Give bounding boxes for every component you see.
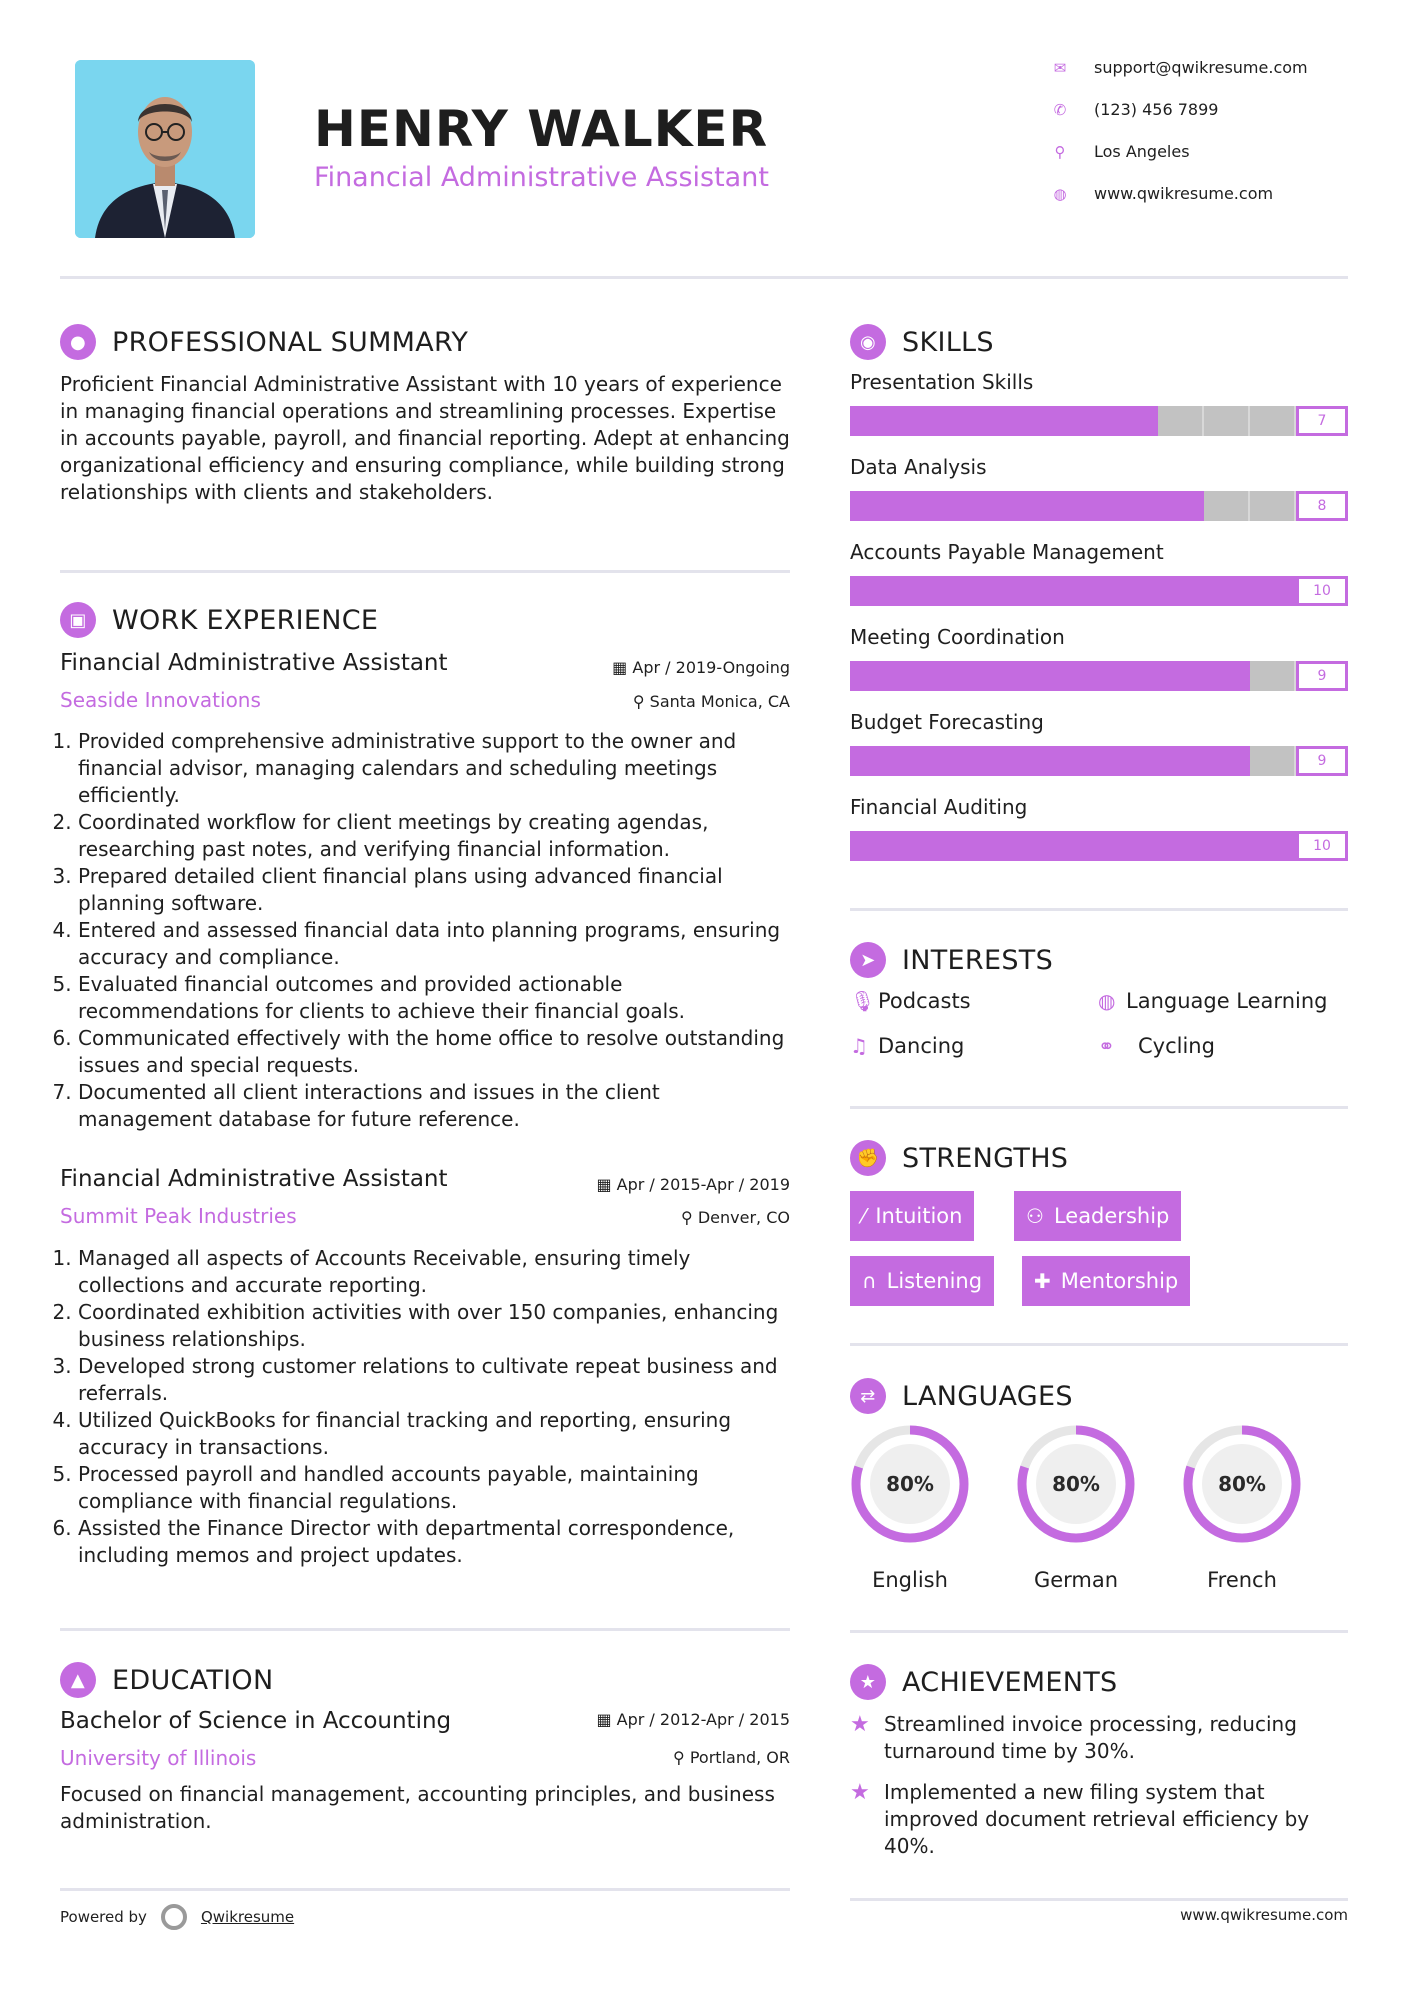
experience-heading: ▣ WORK EXPERIENCE: [60, 602, 378, 638]
language-name: German: [1033, 1568, 1119, 1592]
achievement-item: ★ Streamlined invoice processing, reducing turnaround time by 30%.: [850, 1712, 1297, 1763]
skill-level-badge: 10: [1296, 576, 1348, 606]
skill-level-badge: 9: [1296, 661, 1348, 691]
skill-bar-segment: [1207, 831, 1252, 861]
responsibility-item: 3. Developed strong customer relations to cultivate repeat business and referrals.: [78, 1353, 790, 1407]
skill-bar: [850, 491, 1348, 521]
briefcase-icon: ▣: [60, 602, 96, 638]
summary-text: Proficient Financial Administrative Assistant with 10 years of experience in managing financial operations and streamlining processes. Expertise in accounts payable, payroll, and financial reporting. Adept at enhancing organizational efficiency and ensuring compliance, while building strong relationships with clients and stakeholders.: [60, 372, 790, 504]
pin-icon: ⚲: [673, 1748, 685, 1767]
translate-icon: ⇄: [850, 1378, 886, 1414]
skill-bar-segment: [983, 491, 1027, 521]
user-plus-icon: ✚: [1034, 1269, 1051, 1293]
summary-heading: ● PROFESSIONAL SUMMARY: [60, 324, 468, 360]
interest-item: ♫ Dancing: [850, 1034, 965, 1058]
candidate-name: HENRY WALKER: [314, 100, 769, 158]
footer-website[interactable]: www.qwikresume.com: [1180, 1906, 1348, 1924]
achievement-item: ★ Implemented a new filing system that improved document retrieval efficiency by 40%.: [850, 1780, 1310, 1858]
strength-tag: ∩ Listening: [850, 1256, 994, 1306]
calendar-icon: ▦: [596, 1710, 612, 1729]
skill-bar-segment: [1073, 576, 1118, 606]
contact-phone[interactable]: ✆ (123) 456 7899: [1050, 100, 1218, 119]
skill-bar-segment: [894, 491, 938, 521]
skills-heading: ◉ SKILLS: [850, 324, 994, 360]
location-pin-icon: ⚲: [1054, 142, 1066, 161]
phone-icon: ✆: [1053, 100, 1067, 119]
contact-website[interactable]: ◍ www.qwikresume.com: [1050, 184, 1273, 203]
strength-tag: ✚ Mentorship: [1022, 1256, 1190, 1306]
skill-bar-segment: [1207, 576, 1252, 606]
calendar-icon: ▦: [612, 658, 628, 677]
footer-divider-right: [850, 1898, 1348, 1901]
responsibility-item: 2. Coordinated workflow for client meetings by creating agendas, researching past notes, and verifying financial information.: [78, 809, 790, 863]
skill-bar-segment: [850, 831, 895, 861]
job-responsibilities: [60, 1245, 790, 1569]
skill-level-badge: 8: [1296, 491, 1348, 521]
skill-bar-segment: [1118, 831, 1163, 861]
skill-bar-segment: [1072, 746, 1116, 776]
interests-divider: [850, 1106, 1348, 1109]
skill-bar-segment: [1159, 491, 1203, 521]
music-note-icon: ♫: [850, 1034, 868, 1058]
skill-name: Budget Forecasting: [850, 710, 1044, 734]
language-item: [1016, 1424, 1136, 1592]
skill-bar-segment: [850, 661, 894, 691]
skill-bar-segment: [1204, 406, 1250, 436]
skill-bar-segment: [1161, 746, 1205, 776]
skill-bar-segment: [1251, 576, 1296, 606]
profile-photo: [75, 60, 255, 238]
skill-bar-segment: [894, 406, 938, 436]
skill-bar-segment: [1158, 406, 1204, 436]
skill-bar-segment: [1118, 576, 1163, 606]
qwikresume-logo-icon: [161, 1904, 187, 1930]
pin-icon: ⚲: [681, 1208, 693, 1227]
envelope-icon: ✉: [1053, 58, 1067, 77]
skill-name: Data Analysis: [850, 455, 987, 479]
job-title: Financial Administrative Assistant: [60, 650, 448, 676]
contact-location: ⚲ Los Angeles: [1050, 142, 1190, 161]
skill-bar-segment: [1071, 491, 1115, 521]
skill-name: Financial Auditing: [850, 795, 1028, 819]
language-item: [1182, 1424, 1302, 1592]
skill-bar-segment: [1114, 406, 1158, 436]
responsibility-item: 6. Assisted the Finance Director with departmental correspondence, including memos and project updates.: [78, 1515, 790, 1569]
skill-bar-segment: [1251, 831, 1296, 861]
skill-bar-segment: [1028, 831, 1073, 861]
skill-name: Presentation Skills: [850, 370, 1034, 394]
job-responsibilities: [60, 728, 790, 1133]
language-percent: 80%: [1052, 1472, 1100, 1496]
language-name: English: [872, 1568, 948, 1592]
skill-bar-segment: [894, 661, 938, 691]
powered-by: Powered by Qwikresume: [60, 1904, 294, 1930]
skill-bar-segment: [1250, 406, 1296, 436]
bicycle-icon: ⚭: [1098, 1034, 1115, 1058]
skill-bar-segment: [850, 746, 894, 776]
skill-bar-segment: [1028, 661, 1072, 691]
skill-bar-segment: [1116, 661, 1160, 691]
skill-bar-segment: [1250, 746, 1296, 776]
magic-wand-icon: ⁄: [862, 1204, 866, 1228]
skill-bar-segment: [850, 576, 895, 606]
skill-bar-segment: [1205, 661, 1249, 691]
education-description: Focused on financial management, accounting principles, and business administration.: [60, 1782, 775, 1833]
users-icon: ⚇: [1026, 1204, 1044, 1228]
skill-bar-segment: [939, 661, 983, 691]
languages-divider: [850, 1630, 1348, 1633]
skill-bar-segment: [1072, 661, 1116, 691]
globe-icon: ◍: [1053, 184, 1067, 203]
interest-item: ⚭ Cycling: [1098, 1034, 1215, 1058]
skill-bar-segment: [984, 831, 1029, 861]
skill-level-badge: 9: [1296, 746, 1348, 776]
interest-item: 🎙 Podcasts: [850, 989, 971, 1013]
skill-bar-segment: [1162, 831, 1207, 861]
skill-level-badge: 10: [1296, 831, 1348, 861]
strengths-heading: ✊ STRENGTHS: [850, 1140, 1068, 1176]
language-ring: [1016, 1424, 1136, 1544]
skill-bar-segment: [983, 661, 1027, 691]
education-school: University of Illinois: [60, 1746, 257, 1770]
skill-item: [850, 370, 1348, 455]
skill-bar-segment: [1028, 576, 1073, 606]
responsibility-item: 5. Evaluated financial outcomes and provided actionable recommendations for clients to achieve their financial goals.: [78, 971, 790, 1025]
responsibility-item: 5. Processed payroll and handled accounts payable, maintaining compliance with financial regulations.: [78, 1461, 790, 1515]
responsibility-item: 1. Provided comprehensive administrative support to the owner and financial advisor, managing calendars and scheduling meetings efficiently.: [78, 728, 790, 809]
star-badge-icon: ★: [850, 1664, 886, 1700]
user-icon: ●: [60, 324, 96, 360]
strength-tag: ⁄ Intuition: [850, 1191, 974, 1241]
skill-bar-segment: [1028, 746, 1072, 776]
achievements-heading: ★ ACHIEVEMENTS: [850, 1664, 1118, 1700]
calendar-icon: ▦: [596, 1175, 612, 1194]
job-title: Financial Administrative Assistant: [60, 1166, 448, 1192]
globe-icon: ◍: [1098, 989, 1116, 1013]
responsibility-item: 1. Managed all aspects of Accounts Receivable, ensuring timely collections and accurate reporting.: [78, 1245, 790, 1299]
skill-bar-segment: [1115, 491, 1159, 521]
skill-level-badge: 7: [1296, 406, 1348, 436]
skill-bar-segment: [1250, 661, 1296, 691]
skill-bar-segment: [939, 746, 983, 776]
language-ring: [1182, 1424, 1302, 1544]
skill-bar-segment: [1026, 406, 1070, 436]
language-ring: [850, 1424, 970, 1544]
strengths-divider: [850, 1343, 1348, 1346]
microphone-icon: 🎙: [850, 989, 876, 1013]
responsibility-item: 2. Coordinated exhibition activities with over 150 companies, enhancing business relationships.: [78, 1299, 790, 1353]
skill-item: [850, 795, 1348, 880]
skill-bar: [850, 576, 1348, 606]
skill-item: [850, 625, 1348, 710]
candidate-title: Financial Administrative Assistant: [314, 162, 769, 193]
skill-bar-segment: [1161, 661, 1205, 691]
responsibility-item: 4. Utilized QuickBooks for financial tracking and reporting, ensuring accuracy in transactions.: [78, 1407, 790, 1461]
skill-bar-segment: [938, 491, 982, 521]
responsibility-item: 3. Prepared detailed client financial plans using advanced financial planning software.: [78, 863, 790, 917]
skill-item: [850, 710, 1348, 795]
responsibility-item: 6. Communicated effectively with the home office to resolve outstanding issues and special requests.: [78, 1025, 790, 1079]
skill-bar-segment: [938, 406, 982, 436]
skill-bar-segment: [895, 831, 940, 861]
skill-name: Meeting Coordination: [850, 625, 1065, 649]
skill-bar-segment: [983, 746, 1027, 776]
education-location: ⚲ Portland, OR: [673, 1748, 790, 1767]
skill-bar-segment: [895, 576, 940, 606]
skill-bar: [850, 661, 1348, 691]
language-percent: 80%: [886, 1472, 934, 1496]
paper-plane-icon: ➤: [850, 942, 886, 978]
skill-item: [850, 455, 1348, 540]
summary-divider: [60, 570, 790, 573]
skill-bar: [850, 406, 1348, 436]
language-item: [850, 1424, 970, 1592]
languages-heading: ⇄ LANGUAGES: [850, 1378, 1073, 1414]
skill-bar-segment: [1250, 491, 1296, 521]
skill-bar-segment: [984, 576, 1029, 606]
star-icon: ★: [850, 1780, 870, 1805]
skill-bar: [850, 746, 1348, 776]
job-location: ⚲ Denver, CO: [681, 1208, 790, 1227]
skill-name: Accounts Payable Management: [850, 540, 1164, 564]
job-date: ▦ Apr / 2019-Ongoing: [612, 658, 790, 677]
job-company: Seaside Innovations: [60, 688, 261, 712]
contact-email[interactable]: ✉ support@qwikresume.com: [1050, 58, 1308, 77]
skill-bar-segment: [1162, 576, 1207, 606]
graduation-icon: ▲: [60, 1662, 96, 1698]
headphones-icon: ∩: [862, 1269, 877, 1293]
responsibility-item: 4. Entered and assessed financial data into planning programs, ensuring accuracy and compliance.: [78, 917, 790, 971]
skill-bar-segment: [1027, 491, 1071, 521]
job-location: ⚲ Santa Monica, CA: [632, 692, 790, 711]
education-degree: Bachelor of Science in Accounting: [60, 1708, 452, 1734]
language-percent: 80%: [1218, 1472, 1266, 1496]
skill-bar-segment: [939, 831, 984, 861]
skills-divider: [850, 908, 1348, 911]
star-icon: ★: [850, 1712, 870, 1737]
skill-bar-segment: [939, 576, 984, 606]
skill-bar-segment: [982, 406, 1026, 436]
skill-bar-segment: [850, 406, 894, 436]
brand-link[interactable]: Qwikresume: [200, 1908, 295, 1926]
skill-bar-segment: [894, 746, 938, 776]
strength-tag: ⚇ Leadership: [1014, 1191, 1181, 1241]
skill-bar-segment: [1204, 491, 1250, 521]
header-divider: [60, 276, 1348, 279]
education-heading: ▲ EDUCATION: [60, 1662, 273, 1698]
lightbulb-icon: ◉: [850, 324, 886, 360]
job-date: ▦ Apr / 2015-Apr / 2019: [596, 1175, 790, 1194]
skill-bar-segment: [1070, 406, 1114, 436]
skill-bar-segment: [1073, 831, 1118, 861]
skill-bar-segment: [1205, 746, 1249, 776]
language-name: French: [1207, 1568, 1277, 1592]
skill-bar-segment: [850, 491, 894, 521]
skills-list: [850, 370, 1348, 880]
education-date: ▦ Apr / 2012-Apr / 2015: [596, 1710, 790, 1729]
interest-item: ◍ Language Learning: [1098, 989, 1328, 1013]
interests-heading: ➤ INTERESTS: [850, 942, 1053, 978]
fist-icon: ✊: [850, 1140, 886, 1176]
experience-divider: [60, 1628, 790, 1631]
skill-bar: [850, 831, 1348, 861]
pin-icon: ⚲: [632, 692, 645, 711]
responsibility-item: 7. Documented all client interactions and issues in the client management database for future reference.: [78, 1079, 790, 1133]
skill-item: [850, 540, 1348, 625]
skill-bar-segment: [1116, 746, 1160, 776]
job-company: Summit Peak Industries: [60, 1204, 297, 1228]
footer-divider-left: [60, 1888, 790, 1891]
